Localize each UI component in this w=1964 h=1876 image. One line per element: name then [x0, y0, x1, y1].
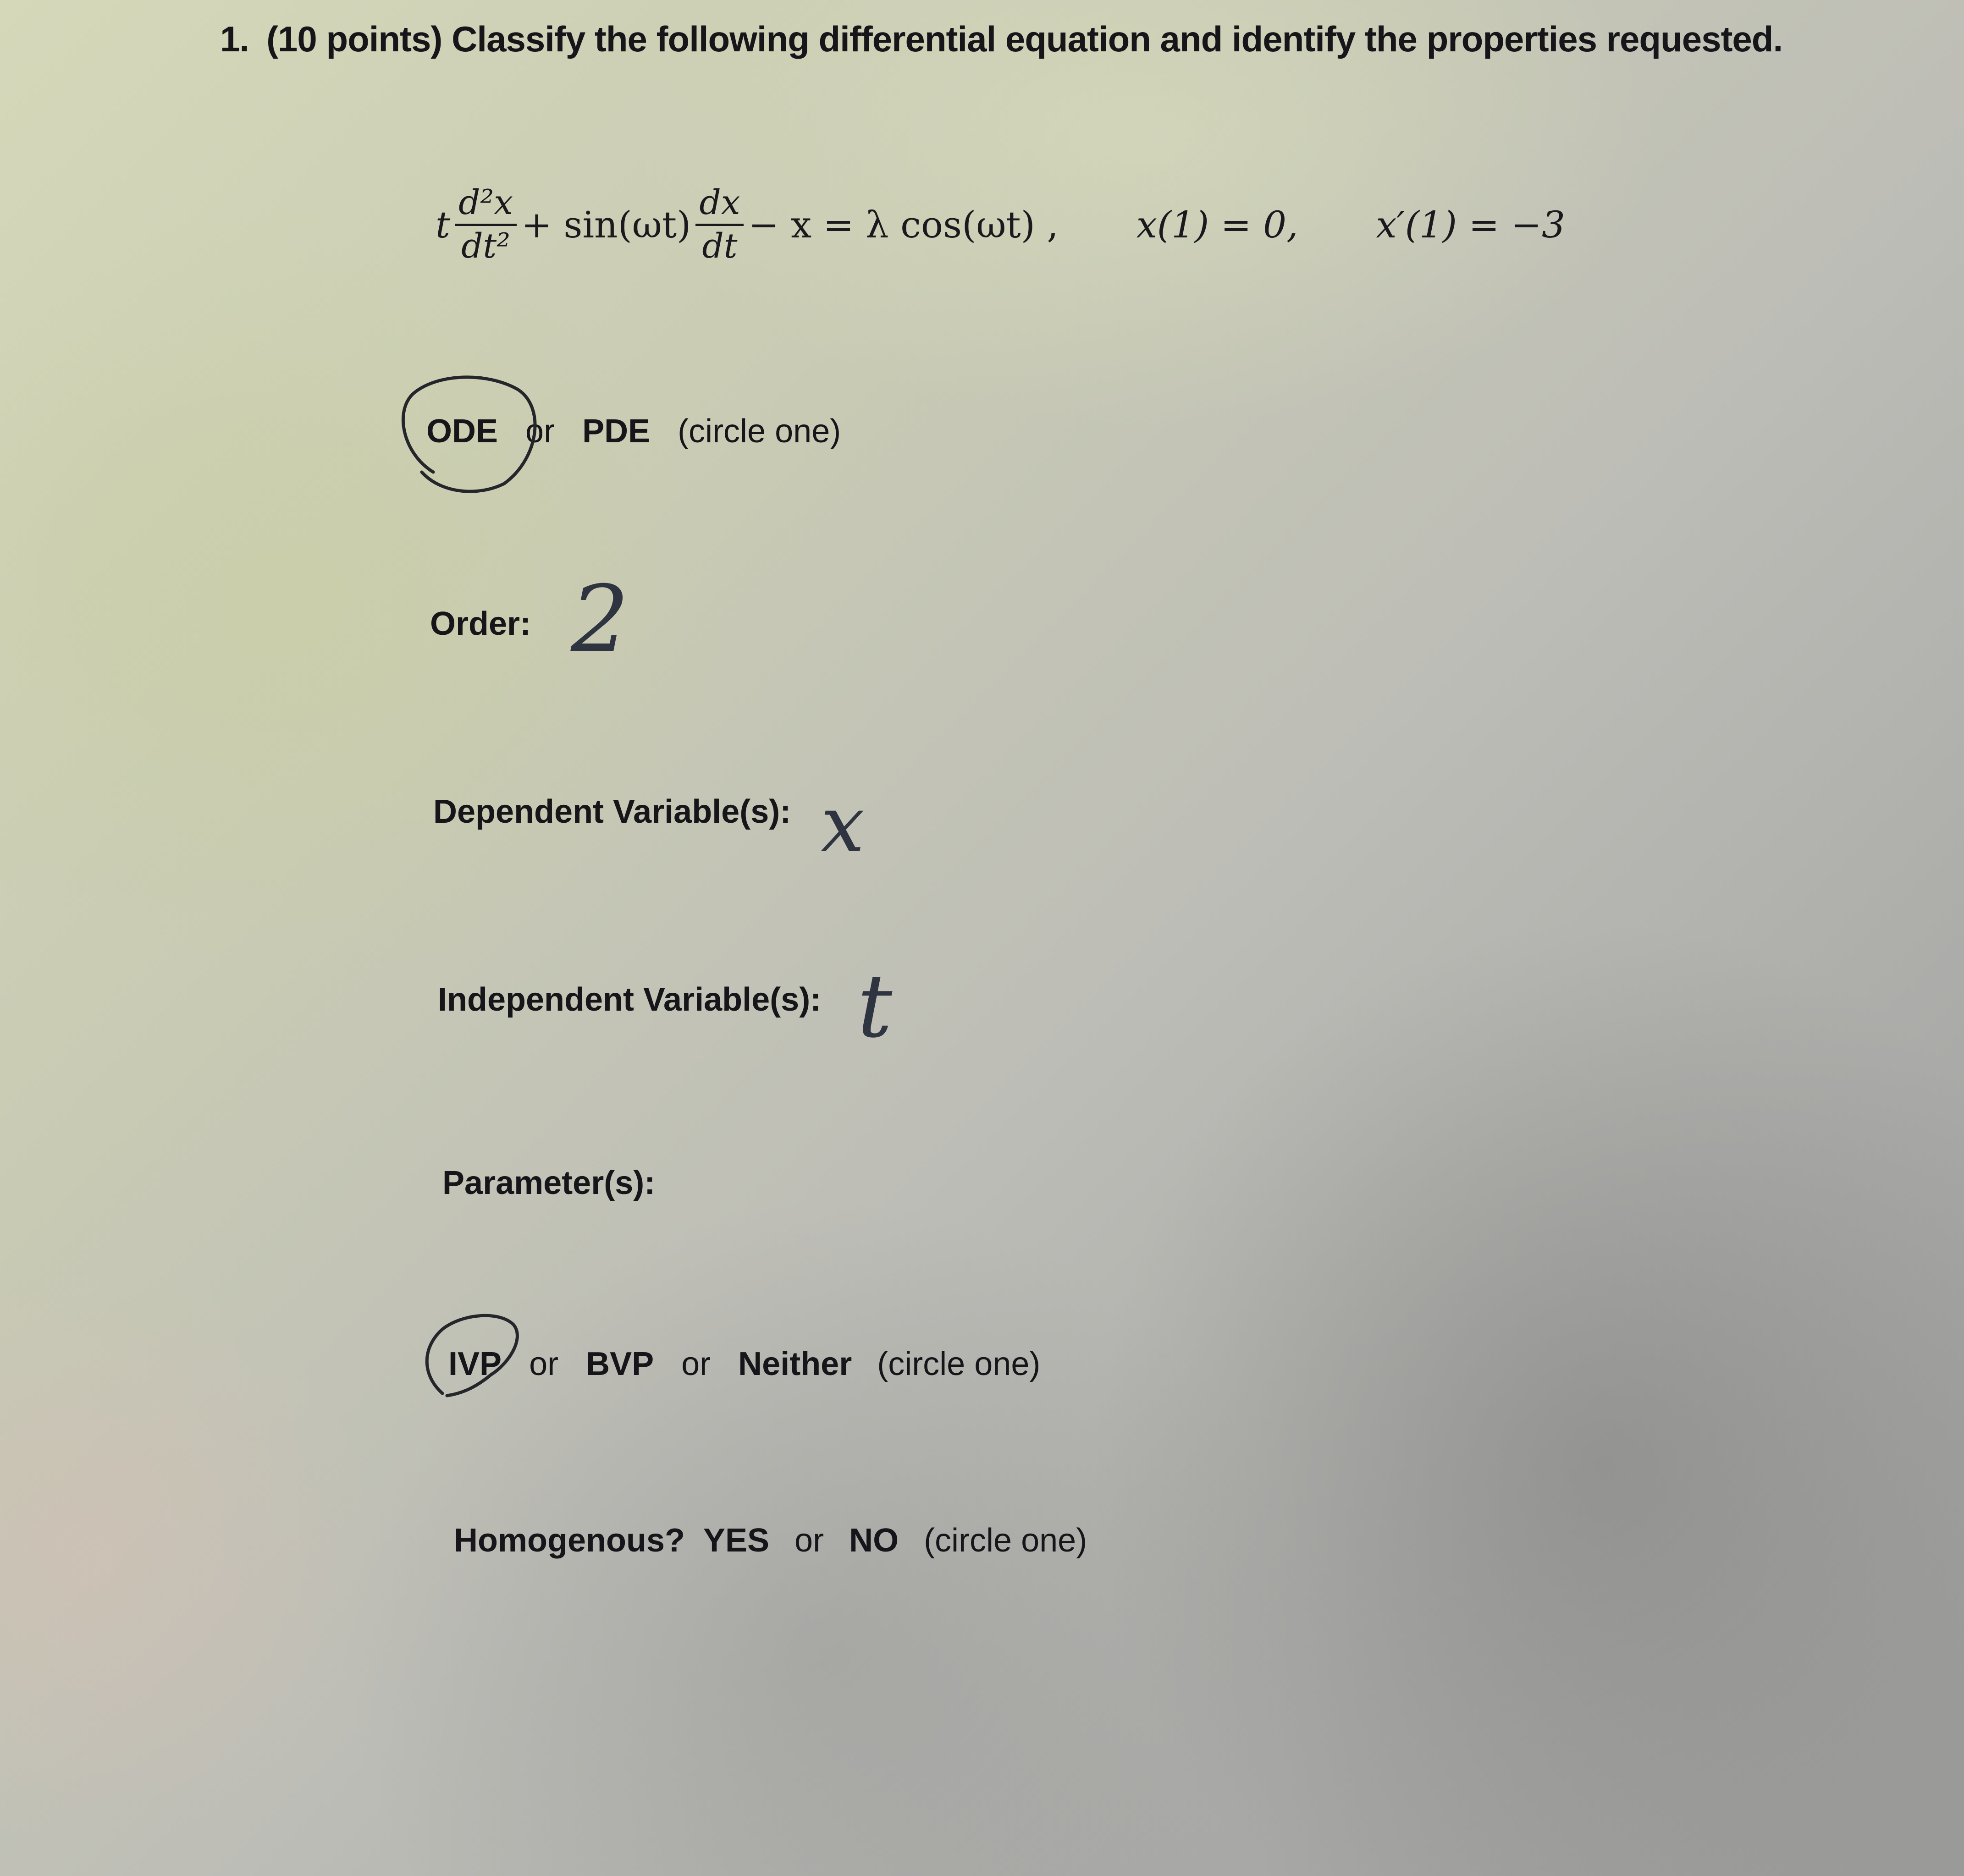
option-no[interactable]: NO	[849, 1522, 899, 1559]
question-number: 1.	[220, 19, 249, 59]
option-ode[interactable]: ODE	[426, 413, 498, 450]
homogenous-label: Homogenous?	[454, 1522, 685, 1559]
first-derivative-denominator: dt	[702, 226, 738, 266]
circle-one-note: (circle one)	[678, 413, 841, 450]
order-label: Order:	[430, 605, 531, 642]
equation-sin-term: + sin(ωt)	[521, 203, 691, 246]
second-derivative-numerator: d²x	[458, 182, 513, 222]
independent-variable-answer: t	[857, 956, 893, 1057]
second-derivative-denominator: dt²	[461, 226, 510, 266]
option-ivp[interactable]: IVP	[448, 1346, 502, 1382]
order-answer: 2	[571, 566, 629, 673]
independent-variable-label: Independent Variable(s):	[438, 981, 822, 1018]
or-text: or	[794, 1522, 824, 1559]
dependent-variable-answer: x	[821, 779, 865, 870]
or-text: or	[681, 1346, 711, 1382]
option-neither[interactable]: Neither	[738, 1346, 852, 1382]
or-text: or	[529, 1346, 559, 1382]
parameters-label: Parameter(s):	[442, 1165, 656, 1201]
question-text: (10 points) Classify the following differential equation and identify the properties requested.	[266, 19, 1783, 59]
circle-one-note: (circle one)	[924, 1522, 1087, 1559]
circle-one-note: (circle one)	[877, 1346, 1041, 1382]
initial-condition-2: x′(1) = −3	[1376, 203, 1565, 246]
ode-circle-mark	[403, 377, 535, 491]
initial-condition-1: x(1) = 0,	[1136, 203, 1298, 246]
dependent-variable-label: Dependent Variable(s):	[433, 793, 791, 830]
first-derivative-numerator: dx	[699, 182, 740, 222]
option-yes[interactable]: YES	[703, 1522, 770, 1559]
ivp-circle-mark	[427, 1315, 517, 1396]
option-bvp[interactable]: BVP	[586, 1346, 654, 1382]
option-pde[interactable]: PDE	[582, 413, 651, 450]
equation-coefficient-t: t	[436, 203, 451, 246]
equation-right-side: − x = λ cos(ωt) ,	[748, 203, 1059, 246]
or-text: or	[525, 413, 555, 450]
